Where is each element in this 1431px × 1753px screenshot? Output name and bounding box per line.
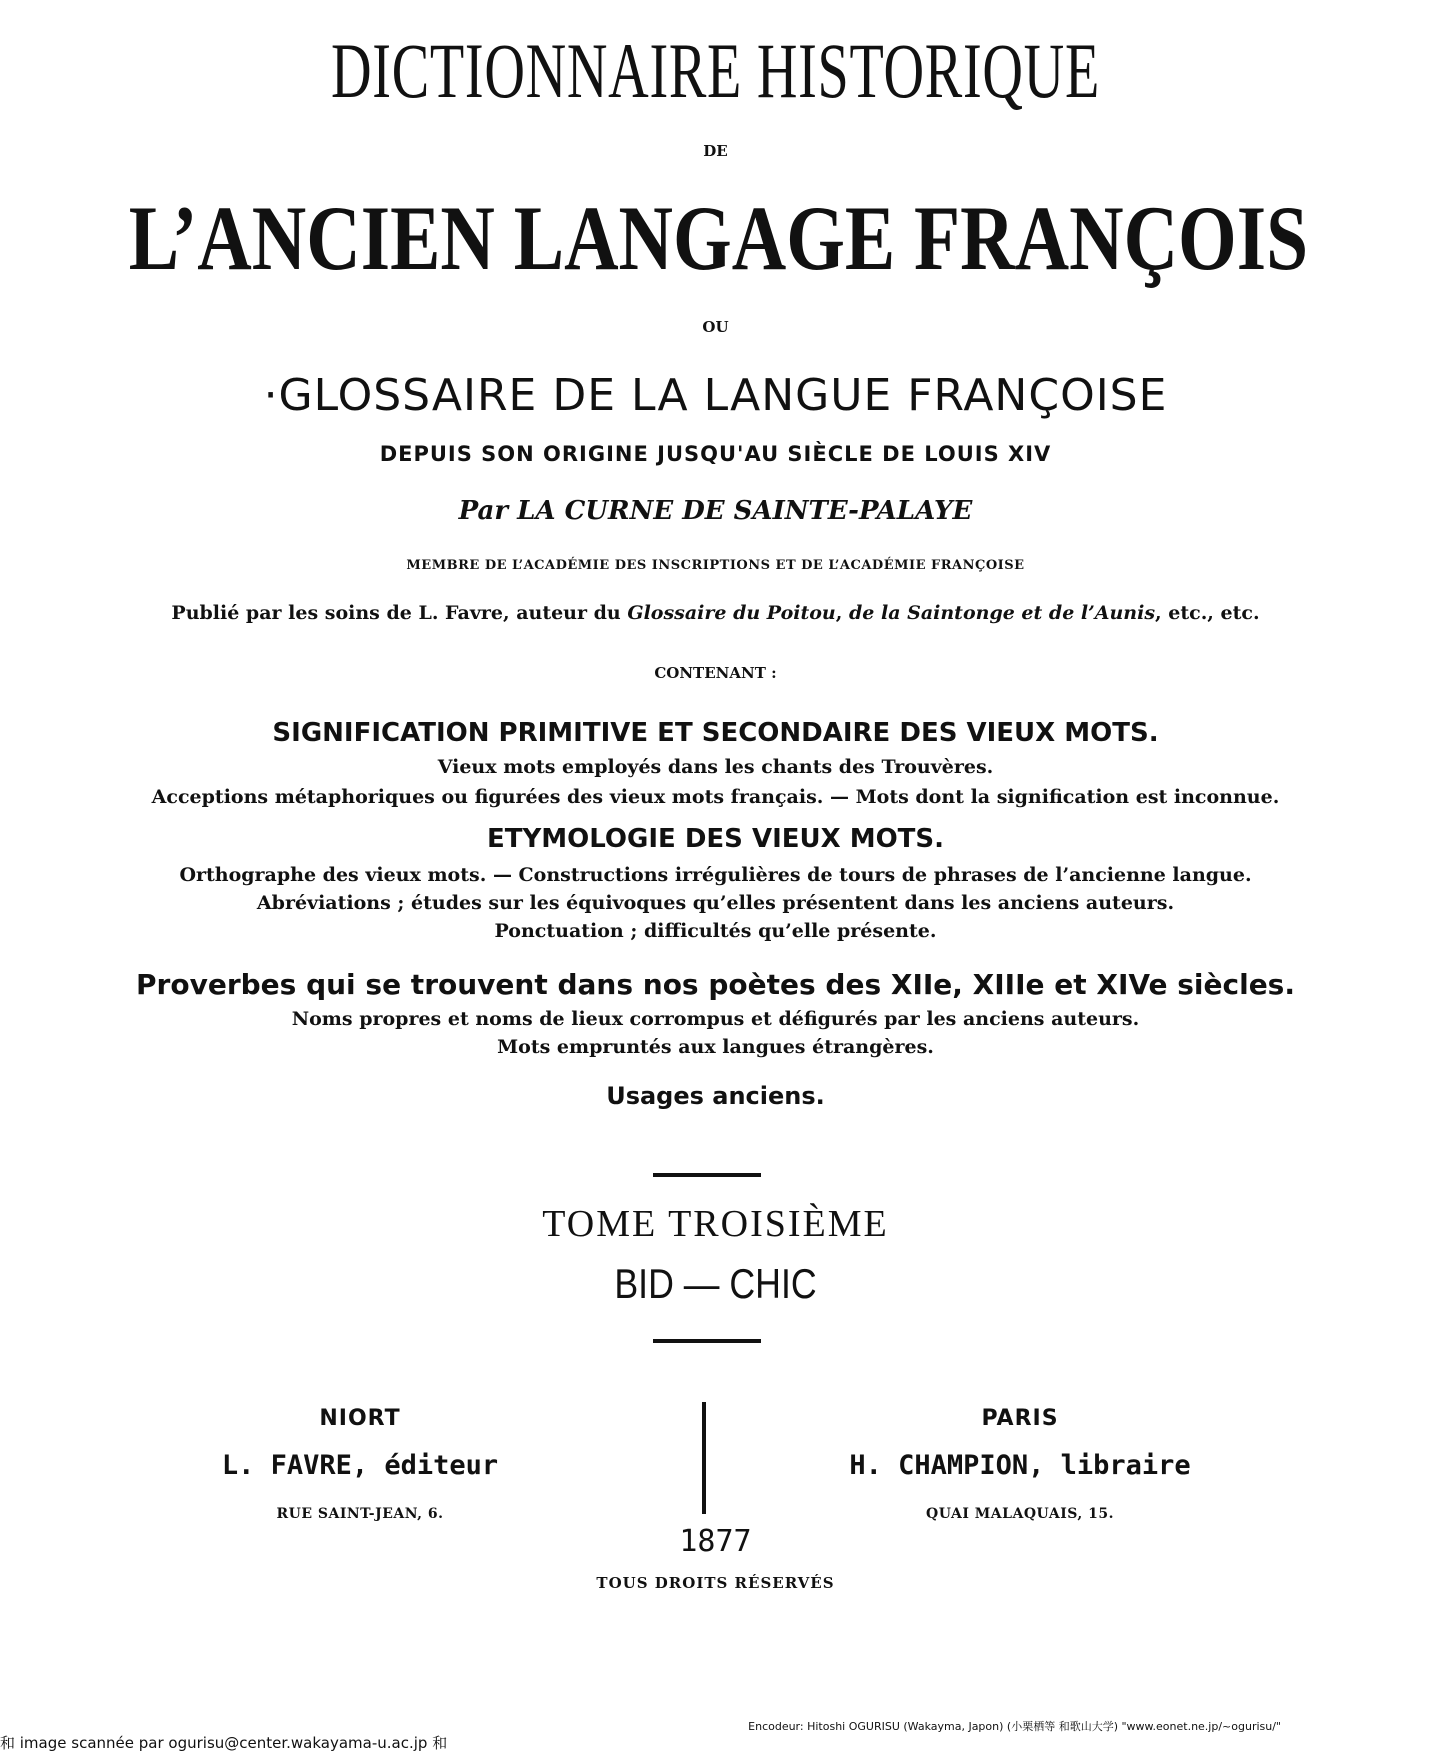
contents-proverbes: Proverbes qui se trouvent dans nos poètes des XIIe, XIIIe et XIVe siècles.	[136, 968, 1295, 1001]
rights-notice: TOUS DROITS RÉSERVÉS	[596, 1574, 835, 1592]
right-publisher-city: PARIS	[981, 1406, 1059, 1431]
contents-sig-line-1: Vieux mots employés dans les chants des Trouvères.	[437, 756, 994, 778]
editor-work-2: de la Saintonge et de l’Aunis	[848, 602, 1156, 624]
contents-prov-line-2: Mots empruntés aux langues étrangères.	[497, 1036, 934, 1058]
editor-work-1: Glossaire du Poitou	[627, 602, 836, 624]
contents-heading: CONTENANT :	[654, 664, 777, 682]
right-publisher-name: H. CHAMPION, libraire	[849, 1450, 1191, 1481]
contents-prov-line-1: Noms propres et noms de lieux corrompus et défigurés par les anciens auteurs.	[291, 1008, 1140, 1030]
scan-credit: 和 image scannée par ogurisu@center.wakayama-u.ac.jp 和	[0, 1734, 448, 1752]
title-connector-ou: OU	[702, 318, 729, 336]
editor-separator: ,	[835, 602, 849, 624]
volume-label: TOME TROISIÈME	[542, 1203, 889, 1245]
encoder-credit: Encodeur: Hitoshi OGURISU (Wakayma, Japon) (小栗栖等 和歌山大学) "www.eonet.ne.jp/~ogurisu/"	[748, 1720, 1281, 1733]
publication-year: 1877	[679, 1524, 752, 1559]
editor-line	[0, 602, 1431, 624]
contents-ety-line-3: Ponctuation ; difficultés qu’elle présente.	[494, 920, 937, 942]
editor-prefix: Publié par les soins de L. Favre, auteur du	[171, 602, 628, 624]
left-publisher-name: L. FAVRE, éditeur	[221, 1450, 499, 1481]
contents-signification: SIGNIFICATION PRIMITIVE ET SECONDAIRE DES VIEUX MOTS.	[272, 718, 1159, 748]
divider-rule-top	[653, 1173, 761, 1177]
title-line-2: L’ANCIEN LANGAGE FRANÇOIS	[128, 187, 1309, 289]
right-publisher-address: QUAI MALAQUAIS, 15.	[926, 1506, 1114, 1522]
publisher-divider	[702, 1402, 706, 1514]
left-publisher-address: RUE SAINT-JEAN, 6.	[276, 1506, 444, 1522]
divider-rule-bottom	[653, 1339, 761, 1343]
author-affiliation: MEMBRE DE L’ACADÉMIE DES INSCRIPTIONS ET DE L’ACADÉMIE FRANÇOISE	[406, 558, 1025, 573]
contents-usages: Usages anciens.	[606, 1082, 825, 1110]
contents-sig-line-2: Acceptions métaphoriques ou figurées des vieux mots français. — Mots dont la signification est inconnue.	[151, 786, 1280, 808]
author-line: Par LA CURNE DE SAINTE-PALAYE	[458, 496, 973, 526]
editor-suffix: , etc., etc.	[1155, 602, 1260, 624]
contents-ety-line-2: Abréviations ; études sur les équivoques qu’elles présentent dans les anciens auteurs.	[256, 892, 1175, 914]
left-publisher-city: NIORT	[319, 1406, 401, 1431]
volume-range: BID — CHIC	[614, 1260, 817, 1307]
title-connector-de: DE	[703, 142, 728, 160]
contents-ety-line-1: Orthographe des vieux mots. — Constructions irrégulières de tours de phrases de l’ancienne langue.	[179, 864, 1252, 886]
subtitle-period: DEPUIS SON ORIGINE JUSQU'AU SIÈCLE DE LOUIS XIV	[379, 442, 1052, 466]
subtitle: ·GLOSSAIRE DE LA LANGUE FRANÇOISE	[263, 370, 1168, 421]
contents-etymologie: ETYMOLOGIE DES VIEUX MOTS.	[486, 824, 945, 854]
title-line-1: DICTIONNAIRE HISTORIQUE	[331, 27, 1100, 114]
